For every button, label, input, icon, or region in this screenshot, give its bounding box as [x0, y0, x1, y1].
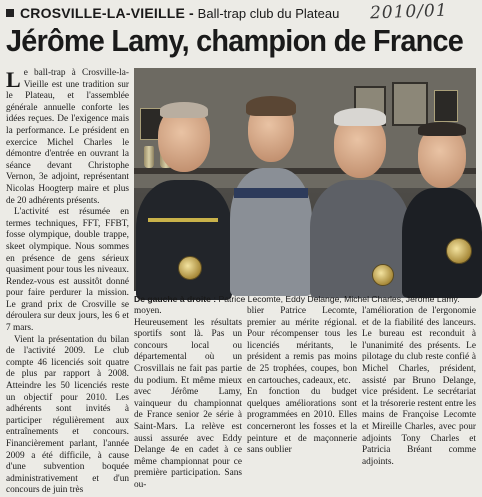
dropcap: L — [6, 67, 21, 92]
medal-trophy — [372, 264, 394, 286]
caption-names: Patrice Lecomte, Eddy Delange, Michel Charles, Jérôme Lamy. — [218, 294, 460, 304]
paragraph-text: e ball-trap à Crosville-la-Vieille est une tradition sur le Plateau, et l'assemblée générale annuelle conforte les idées reçues. De l'exigence mais la performance. Le président en exercice Michel Charles le démontre d'entrée en ouvrant la séance devant Christophe Vernon, 3e adjoint, représentant Nicolas Hoogterp maire et plus de 20 adhérents présents. — [6, 68, 129, 206]
caption-lead: De gauche à droite : — [134, 294, 217, 304]
bullet-square-icon — [6, 9, 14, 17]
kicker-separator: - — [189, 5, 194, 21]
article-paragraph: Vient la présentation du bilan de l'activité 2009. Le club compte 46 licenciés soit quatre de plus par rapport à 2008. Atteindre les 50 licenciés reste un objectif pour 2010. Les adhérents sont invités à participer régulièrement aux entraînements et concours. Financièrement parlant, l'année 2009 a été difficile, à cause d'une subvention boquée administrativement et d'un concours de juin très — [6, 334, 129, 496]
article-kicker — [6, 4, 339, 22]
white-hair — [334, 108, 386, 126]
hair — [418, 122, 466, 136]
grey-sweater — [310, 180, 410, 298]
hair — [160, 102, 208, 118]
jacket-stripe — [148, 218, 218, 222]
jacket-band — [234, 188, 308, 198]
dark-jacket — [136, 180, 232, 300]
article-paragraph: L'activité est résumée en termes techniques, FFT, FFBT, fosse olympique, double trappe, skeet olympique. Nous sommes en présence de gens sérieux quasiment pour tous les niveaux. Rendez-vous est aussitôt donné pour faire perdurer la mission. Le grand prix de Crosville se déroulera sur deux jours, les 6 et 7 mars. — [6, 207, 129, 334]
article-column-left — [6, 67, 129, 496]
champion-medal — [446, 238, 472, 264]
article-column-right — [362, 306, 476, 467]
dark-jacket — [402, 188, 482, 298]
article-paragraph: l'amélioration de l'ergonomie et de la fiabilité des lanceurs. Le bureau est reconduit à l'unanimité des présents. Le pilotage du club reste confié à Michel Charles, président, assisté par Bruno Delange, vice président. Le secrétariat et la trésorerie restent entre les mains de Françoise Lecomte et Mireille Charles, avec pour adjoints Tony Charles et Patricia Bréant comme adjoints. — [362, 306, 476, 467]
article-column-middle-1 — [134, 306, 242, 490]
medal-trophy — [178, 256, 202, 280]
article-column-middle-2 — [247, 306, 357, 456]
hair — [246, 96, 296, 116]
wall-plaque — [434, 90, 458, 122]
headline: Jérôme Lamy, champion de France — [6, 23, 464, 58]
article-paragraph: moyen. Heureusement les résultats sportifs sont là. Pas un concours local ou départemental où un Crosvillais ne fait pas partie du podium. Et même mieux avec Jérôme Lamy, vainqueur du championnat de France senior 2e série à Saint-Mars. La relève est aussi assurée avec Eddy Delange 4e en cadet à ce même championnat pour ce première participation. Sans ou- — [134, 306, 242, 490]
handwritten-date: 2010/01 — [369, 0, 448, 24]
group-photo — [134, 68, 476, 291]
kicker-place: CROSVILLE-LA-VIEILLE — [20, 5, 185, 21]
article-paragraph — [6, 68, 129, 207]
kicker-club: Ball-trap club du Plateau — [197, 5, 340, 21]
article-paragraph: blier Patrice Lecomte, premier au mérite régional. Pour récompenser tous les licenciés méritants, le président a remis pas moins de 25 trophées, coupes, bon en cartouches, cadeaux, etc. En fonction du budget quelques améliorations sont programmées en 2010. Elles concerneront les fosses et la peinture et de maçonnerie sans oublier — [247, 306, 357, 456]
photo-caption — [134, 293, 476, 305]
wall-frame — [392, 82, 428, 126]
cup-trophy — [144, 146, 154, 168]
